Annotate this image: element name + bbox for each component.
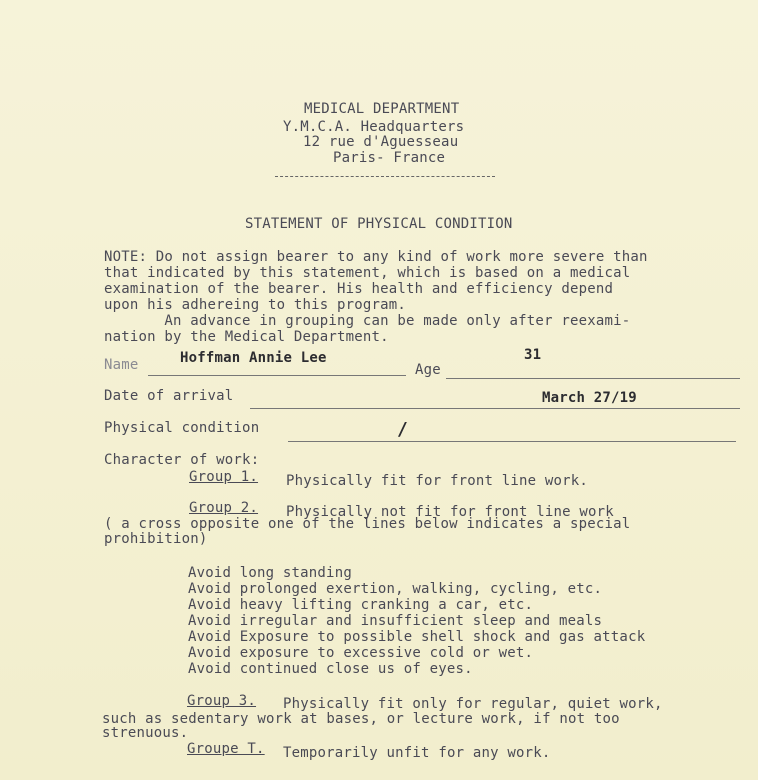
- document-title: STATEMENT OF PHYSICAL CONDITION: [245, 216, 513, 232]
- dept-org: Y.M.C.A. Headquarters: [283, 119, 465, 135]
- note-line-4: upon his adhereing to this program.: [104, 297, 407, 313]
- group-2-label: Group 2.: [189, 500, 259, 516]
- group-t-text: Temporarily unfit for any work.: [283, 745, 551, 761]
- arrival-rule: [250, 408, 740, 409]
- avoid-item: Avoid Exposure to possible shell shock and gas attack: [188, 629, 646, 645]
- avoid-item: Avoid heavy lifting cranking a car, etc.: [188, 597, 534, 613]
- header-divider: [275, 176, 495, 177]
- avoid-item: Avoid continued close us of eyes.: [188, 661, 473, 677]
- avoid-item: Avoid long standing: [188, 565, 352, 581]
- group-1-text: Physically fit for front line work.: [286, 473, 589, 489]
- note-line-6: nation by the Medical Department.: [104, 329, 389, 345]
- group-3-line-2: such as sedentary work at bases, or lecture work, if not too: [102, 711, 620, 727]
- group-3-line-3: strenuous.: [102, 725, 189, 741]
- group-t-label: Groupe T.: [187, 741, 265, 757]
- name-label: Name: [104, 357, 139, 373]
- arrival-label: Date of arrival: [104, 388, 234, 404]
- arrival-value: March 27/19: [542, 390, 637, 406]
- group-2-note-1: ( a cross opposite one of the lines below indicates a special: [104, 516, 631, 532]
- name-rule: [148, 375, 406, 376]
- age-value: 31: [524, 347, 542, 363]
- condition-label: Physical condition: [104, 420, 260, 436]
- group-2-note-2: prohibition): [104, 531, 208, 547]
- age-label: Age: [415, 362, 441, 378]
- group-3-text: Physically fit only for regular, quiet work,: [283, 696, 663, 712]
- condition-value: /: [397, 419, 409, 440]
- group-2-text: Physically not fit for front line work: [286, 504, 614, 520]
- avoid-item: Avoid prolonged exertion, walking, cycling, etc.: [188, 581, 603, 597]
- age-rule: [446, 378, 740, 379]
- dept-city: Paris- France: [333, 150, 446, 166]
- group-1-label: Group 1.: [189, 469, 259, 485]
- avoid-item: Avoid exposure to excessive cold or wet.: [188, 645, 534, 661]
- condition-rule: [288, 441, 736, 442]
- note-line-2: that indicated by this statement, which is based on a medical: [104, 265, 631, 281]
- note-line-5: An advance in grouping can be made only after reexami-: [104, 313, 631, 329]
- group-3-label: Group 3.: [187, 693, 257, 709]
- work-label: Character of work:: [104, 452, 260, 468]
- dept-title: MEDICAL DEPARTMENT: [304, 101, 460, 117]
- avoid-item: Avoid irregular and insufficient sleep and meals: [188, 613, 603, 629]
- note-line-1: NOTE: Do not assign bearer to any kind of work more severe than: [104, 249, 648, 265]
- note-line-3: examination of the bearer. His health and efficiency depend: [104, 281, 614, 297]
- name-value: Hoffman Annie Lee: [180, 350, 327, 366]
- dept-street: 12 rue d'Aguesseau: [303, 134, 459, 150]
